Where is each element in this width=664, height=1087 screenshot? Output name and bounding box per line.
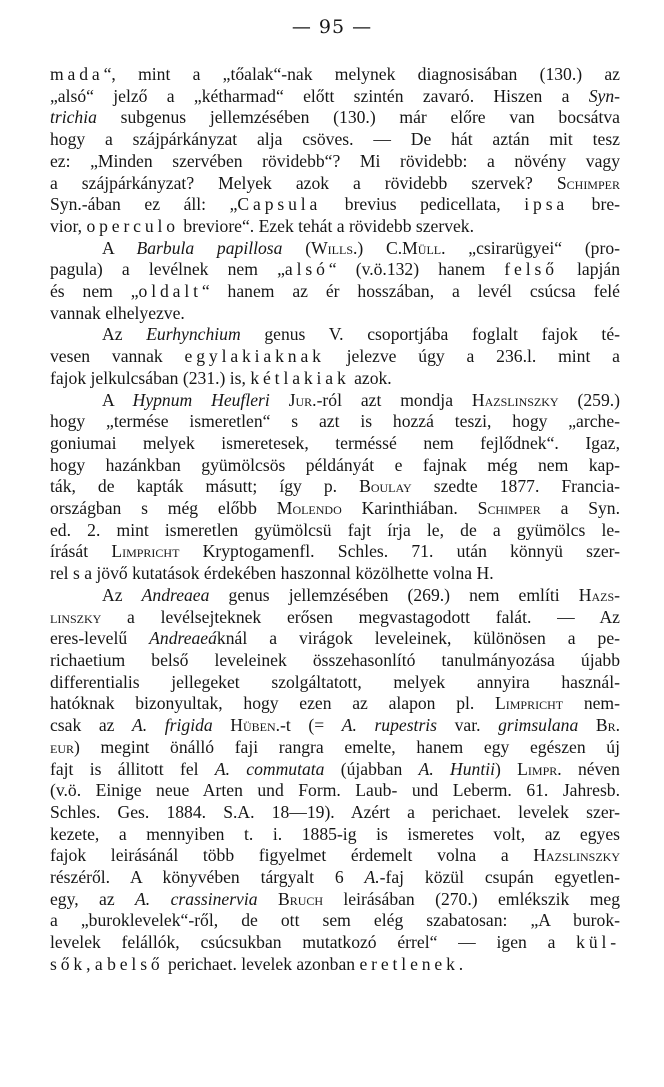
- text-line: [50, 455, 620, 477]
- text-run: szedte 1877. Francia-: [411, 476, 621, 497]
- text-run: -faj közül csupán egyetlen-: [379, 867, 620, 888]
- author-name: Limpr.: [517, 758, 562, 779]
- text-run: kezete, a mennyiben t. i. 1885-ig is ismeretes volt, az egyes: [50, 823, 620, 844]
- text-run: A: [102, 237, 137, 258]
- author-name: Jur.: [288, 389, 317, 410]
- text-line: [50, 867, 620, 889]
- text-run: pagula) a levélnek nem „: [50, 259, 285, 280]
- spaced-emphasis: alsó: [284, 259, 329, 280]
- spaced-emphasis: ipsa: [524, 194, 569, 215]
- text-run: Schles. Ges. 1884. S.A. 18—19). Azért a perichaet. levelek szer-: [50, 801, 620, 822]
- text-line: [50, 628, 620, 650]
- text-run: [213, 715, 231, 735]
- text-line: [50, 889, 620, 911]
- text-run: goniumai melyek ismeretesek, terméssé nem fejlődnek“. Igaz,: [50, 432, 620, 453]
- text-run: “ hanem az ér hosszában, a levél csúcsa felé: [201, 281, 620, 302]
- text-run: „csirarügyei“ (pro-: [445, 237, 620, 258]
- text-run: bre-: [568, 194, 620, 215]
- text-run: ed. 2. mint ismeretlen gyümölcsü fajt írja le, de a gyümölcs le-: [50, 519, 620, 540]
- text-line: [50, 216, 620, 238]
- text-run: breviore“. Ezek tehát a rövidebb szervek.: [178, 215, 475, 236]
- text-run: -t (=: [280, 715, 342, 736]
- italic-taxon: Eurhynchium: [146, 324, 241, 345]
- author-name: Boulay: [359, 476, 412, 497]
- text-run: azok.: [349, 367, 392, 388]
- italic-taxon: A. rupestris: [341, 715, 438, 736]
- text-run: , a: [86, 953, 108, 974]
- text-run: perichaet. levelek azonban: [163, 953, 360, 974]
- italic-taxon: Barbula papillosa: [136, 237, 283, 258]
- text-run: ): [495, 758, 518, 779]
- text-run: (259.): [558, 389, 620, 410]
- text-run: [258, 889, 278, 909]
- text-run: a „buroklevelek“-ről, de ott sem elég szabatosan: „A burok-: [50, 910, 620, 931]
- text-run: „alsó“ jelző a „kétharmad“ előtt szintén zavaró. Hiszen a: [50, 85, 589, 106]
- text-run: a levélsejteknek erősen megvastagodott falát. — Az: [101, 606, 620, 627]
- text-line: [50, 715, 620, 737]
- text-run: (újabban: [324, 758, 419, 779]
- text-run: .: [458, 953, 464, 974]
- text-line: [50, 563, 620, 585]
- spaced-emphasis: kétlakiak: [250, 367, 350, 388]
- text-line: [50, 324, 620, 346]
- text-line: [50, 802, 620, 824]
- author-name: Wills.: [311, 237, 358, 258]
- italic-taxon: Andreaeá: [149, 628, 217, 649]
- text-line: [50, 411, 620, 433]
- italic-taxon: trichia: [50, 107, 97, 128]
- text-run: brevius pedicellata,: [321, 194, 525, 215]
- text-run: ták, de kapták másutt; így p.: [50, 476, 360, 497]
- text-run: differentialis jellegeket szolgáltatott, melyek annyira használ-: [50, 671, 620, 692]
- text-run: -ról azt mondja: [316, 389, 472, 410]
- text-line: [50, 498, 620, 520]
- text-run: rel s a jövő kutatások érdekében haszonnal közölhette volna H.: [50, 563, 494, 584]
- italic-taxon: Hypnum Heufleri: [132, 389, 270, 410]
- spaced-emphasis: kül-: [576, 932, 620, 953]
- author-name: Molendo: [276, 498, 342, 519]
- text-run: hogy „termése ismeretlen“ s azt is hozzá teszi, hogy „arche-: [50, 411, 620, 432]
- italic-taxon: grimsulana: [498, 715, 579, 736]
- text-run: knál a virágok leveleinek, különösen a pe-: [216, 628, 620, 649]
- text-run: leirásában (270.) emlékszik meg: [323, 888, 620, 909]
- text-line: [50, 368, 620, 390]
- text-run: írását: [50, 541, 112, 562]
- text-run: hogy hazánkban gyümölcsös példányát e fajnak még nem kap-: [50, 454, 620, 475]
- text-run: “, mint a „tőalak“-nak melynek diagnosisában (130.) az: [103, 64, 620, 84]
- text-line: [50, 693, 620, 715]
- author-name: Hazslinszky: [533, 845, 620, 866]
- text-line: [50, 194, 620, 216]
- text-run: Az: [102, 584, 142, 605]
- text-run: vesen vannak: [50, 346, 185, 367]
- text-line: [50, 737, 620, 759]
- italic-taxon: A. frigida: [132, 715, 213, 736]
- text-run: egy, az: [50, 888, 136, 909]
- text-line: [50, 281, 620, 303]
- text-line: [50, 824, 620, 846]
- text-line: [50, 64, 620, 86]
- author-name: Limpricht: [495, 693, 564, 714]
- author-name: eur: [50, 736, 74, 757]
- text-run: “ (v.ö.132) hanem: [328, 259, 505, 280]
- text-line: [50, 910, 620, 932]
- italic-taxon: A. commutata: [214, 758, 325, 779]
- text-run: [270, 390, 289, 410]
- text-run: vannak elhelyezve.: [50, 302, 185, 323]
- spaced-emphasis: felső: [504, 259, 558, 280]
- text-run: fajt is állitott fel: [50, 758, 215, 779]
- spaced-emphasis: eretlenek: [359, 953, 459, 974]
- text-line: [50, 672, 620, 694]
- author-name: Hüben.: [230, 715, 281, 736]
- italic-taxon: A. crassinervia: [135, 888, 258, 909]
- text-run: jelezve úgy a 236.l. mint a: [324, 346, 620, 367]
- text-run: a Syn.: [540, 498, 620, 519]
- text-line: [50, 303, 620, 325]
- author-name: Schimper: [477, 498, 541, 519]
- text-run: ez: „Minden szervében rövidebb“? Mi rövidebb: a növény vagy: [50, 150, 620, 171]
- text-run: subgenus jellemzésében (130.) már előre van bocsátva: [96, 107, 620, 128]
- text-run: ) megint önálló faji rangra emelte, hanem egy egészen új: [74, 736, 620, 757]
- text-run: genus V. csoportjába foglalt fajok té-: [240, 324, 620, 345]
- author-name: Müll.: [402, 237, 446, 258]
- text-run: néven: [561, 758, 620, 779]
- text-line: [50, 107, 620, 129]
- spaced-emphasis: operculo: [86, 215, 179, 236]
- text-run: levelek felállók, csúcsukban mutatkozó érrel“ — igen a: [50, 932, 577, 953]
- text-run: (v.ö. Einige neue Arten und Form. Laub- und Leberm. 61. Jahresb.: [50, 780, 620, 801]
- text-line: [50, 520, 620, 542]
- author-name: Schimper: [556, 172, 620, 193]
- text-run: fajok jelkulcsában (231.) is,: [50, 367, 251, 388]
- spaced-emphasis: sők: [50, 953, 87, 974]
- text-run: nem-: [563, 693, 620, 714]
- text-line: [50, 346, 620, 368]
- text-run: Kryptogamenfl. Schles. 71. után könnyü szer-: [179, 541, 620, 562]
- text-run: fajok leirásánál több figyelmet érdemelt volna a: [50, 845, 534, 866]
- text-run: hogy a szájpárkányzat alja csöves. — De hát aztán mit tesz: [50, 129, 620, 150]
- text-run: és nem „: [50, 281, 139, 302]
- text-run: (: [282, 237, 312, 258]
- text-run: országban s még előbb: [50, 498, 277, 519]
- spaced-emphasis: mada: [50, 64, 104, 84]
- italic-taxon: A.: [364, 867, 380, 888]
- author-name: Bruch: [277, 888, 324, 909]
- text-run: a szájpárkányzat? Melyek azok a rövidebb szervek?: [50, 172, 557, 193]
- spaced-emphasis: Capsula: [237, 194, 322, 215]
- text-run: var.: [437, 715, 499, 736]
- author-name: Hazslinszky: [471, 389, 559, 410]
- text-line: [50, 433, 620, 455]
- author-name: Br.: [595, 715, 620, 736]
- body-text: [50, 64, 620, 976]
- italic-taxon: A. Huntii: [418, 758, 496, 779]
- italic-taxon: Andreaea: [141, 584, 210, 605]
- text-line: [50, 932, 620, 954]
- text-run: [578, 715, 596, 735]
- text-run: vior,: [50, 215, 87, 236]
- text-run: hatóknak bizonyultak, hogy ezen az alapon pl.: [50, 693, 496, 714]
- text-line: [50, 845, 620, 867]
- text-line: [50, 476, 620, 498]
- text-line: [50, 151, 620, 173]
- text-line: [50, 541, 620, 563]
- text-run: részéről. A könyvében tárgyalt 6: [50, 867, 365, 888]
- text-line: [50, 259, 620, 281]
- spaced-emphasis: belső: [107, 953, 164, 974]
- text-run: Karinthiában.: [341, 498, 478, 519]
- spaced-emphasis: egylakiaknak: [184, 346, 325, 367]
- text-run: ) C.: [357, 237, 403, 258]
- text-line: [50, 173, 620, 195]
- text-line: [50, 607, 620, 629]
- author-name: Limpricht: [111, 541, 180, 562]
- text-line: [50, 759, 620, 781]
- text-line: [50, 780, 620, 802]
- spaced-emphasis: oldalt: [138, 281, 202, 302]
- text-run: A: [102, 389, 133, 410]
- text-line: [50, 129, 620, 151]
- text-run: Syn.-ában ez áll: „: [50, 194, 238, 215]
- text-run: lapján: [557, 259, 621, 280]
- text-line: [50, 954, 620, 976]
- italic-taxon: Syn-: [588, 85, 620, 106]
- text-line: [50, 650, 620, 672]
- text-line: [50, 238, 620, 260]
- author-name: Hazs-: [578, 584, 620, 605]
- text-run: richaetium belső leveleinek összehasonlító tanulmányozása újabb: [50, 649, 620, 670]
- text-line: [50, 390, 620, 412]
- text-line: [50, 585, 620, 607]
- text-line: [50, 86, 620, 108]
- text-run: csak az: [50, 715, 133, 736]
- author-name: linszky: [50, 606, 102, 627]
- text-run: Az: [102, 324, 147, 345]
- page-number: — 95 —: [291, 16, 373, 38]
- text-run: genus jellemzésében (269.) nem említi: [209, 584, 579, 605]
- text-run: eres-levelű: [50, 628, 150, 649]
